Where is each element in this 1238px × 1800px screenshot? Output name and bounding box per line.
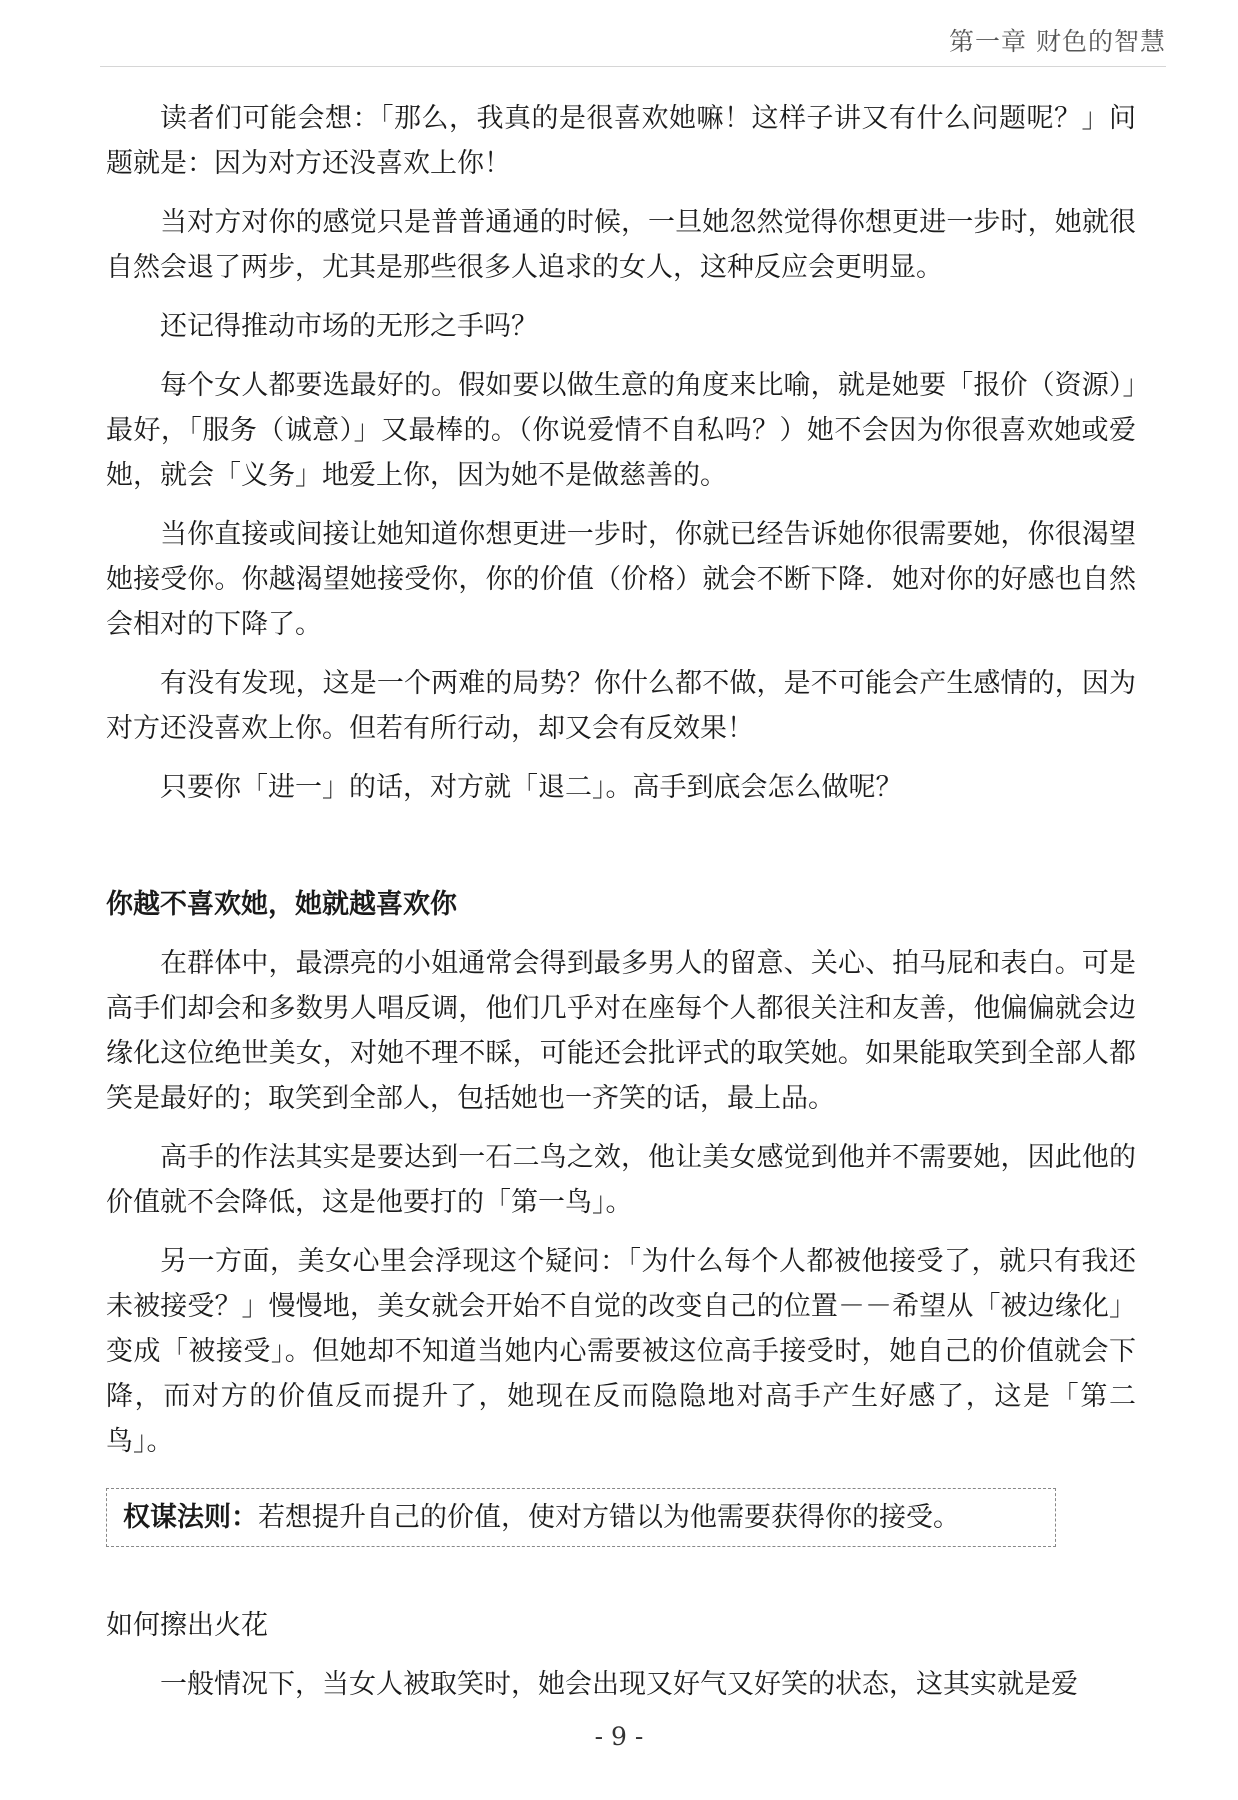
paragraph: 当对方对你的感觉只是普普通通的时候，一旦她忽然觉得你想更进一步时，她就很自然会退了两步，尤其是那些很多人追求的女人，这种反应会更明显。 (106, 207, 1136, 283)
paragraph: 读者们可能会想：「那么，我真的是很喜欢她嘛！这样子讲又有什么问题呢？」问题就是：因为对方还没喜欢上你！ (106, 103, 1136, 179)
section-heading: 你越不喜欢她，她就越喜欢你 (106, 889, 457, 920)
paragraph: 在群体中，最漂亮的小姐通常会得到最多男人的留意、关心、拍马屁和表白。可是高手们却会和多数男人唱反调，他们几乎对在座每个人都很关注和友善，他偏偏就会边缘化这位绝世美女，对她不理不睬，可能还会批评式的取笑她。如果能取笑到全部人都笑是最好的；取笑到全部人，包括她也一齐笑的话，最上品。 (106, 948, 1136, 1114)
paragraph: 还记得推动市场的无形之手吗？ (160, 311, 538, 342)
section-heading: 如何擦出火花 (106, 1610, 268, 1641)
paragraph: 当你直接或间接让她知道你想更进一步时，你就已经告诉她你很需要她，你很渴望她接受你。你越渴望她接受你，你的价值（价格）就会不断下降．她对你的好感也自然会相对的下降了。 (106, 519, 1136, 640)
paragraph: 只要你「进一」的话，对方就「退二」。高手到底会怎么做呢？ (160, 772, 903, 803)
page-content (106, 96, 1136, 1721)
rule-label: 权谋法则： (123, 1502, 258, 1533)
paragraph: 高手的作法其实是要达到一石二鸟之效，他让美女感觉到他并不需要她，因此他的价值就不会降低，这是他要打的「第一鸟」。 (106, 1142, 1136, 1218)
rule-text: 若想提升自己的价值，使对方错以为他需要获得你的接受。 (258, 1502, 960, 1533)
rule-callout-box (106, 1488, 1056, 1547)
paragraph: 每个女人都要选最好的。假如要以做生意的角度来比喻，就是她要「报价（资源）」最好，「服务（诚意）」又最棒的。（你说爱情不自私吗？）她不会因为你很喜欢她或爱她，就会「义务」地爱上你，因为她不是做慈善的。 (106, 370, 1136, 491)
header-divider (100, 66, 1166, 67)
page-number: - 9 - (594, 1722, 644, 1751)
paragraph: 一般情况下，当女人被取笑时，她会出现又好气又好笑的状态，这其实就是爱 (160, 1669, 1078, 1700)
paragraph: 另一方面，美女心里会浮现这个疑问：「为什么每个人都被他接受了，就只有我还未被接受？」慢慢地，美女就会开始不自觉的改变自己的位置－－希望从「被边缘化」变成「被接受」。但她却不知道当她内心需要被这位高手接受时，她自己的价值就会下降，而对方的价值反而提升了，她现在反而隐隐地对高手产生好感了，这是「第二鸟」。 (106, 1246, 1136, 1457)
paragraph: 有没有发现，这是一个两难的局势？你什么都不做，是不可能会产生感情的，因为对方还没喜欢上你。但若有所行动，却又会有反效果！ (106, 668, 1136, 744)
running-header: 第一章 财色的智慧 (949, 27, 1166, 56)
